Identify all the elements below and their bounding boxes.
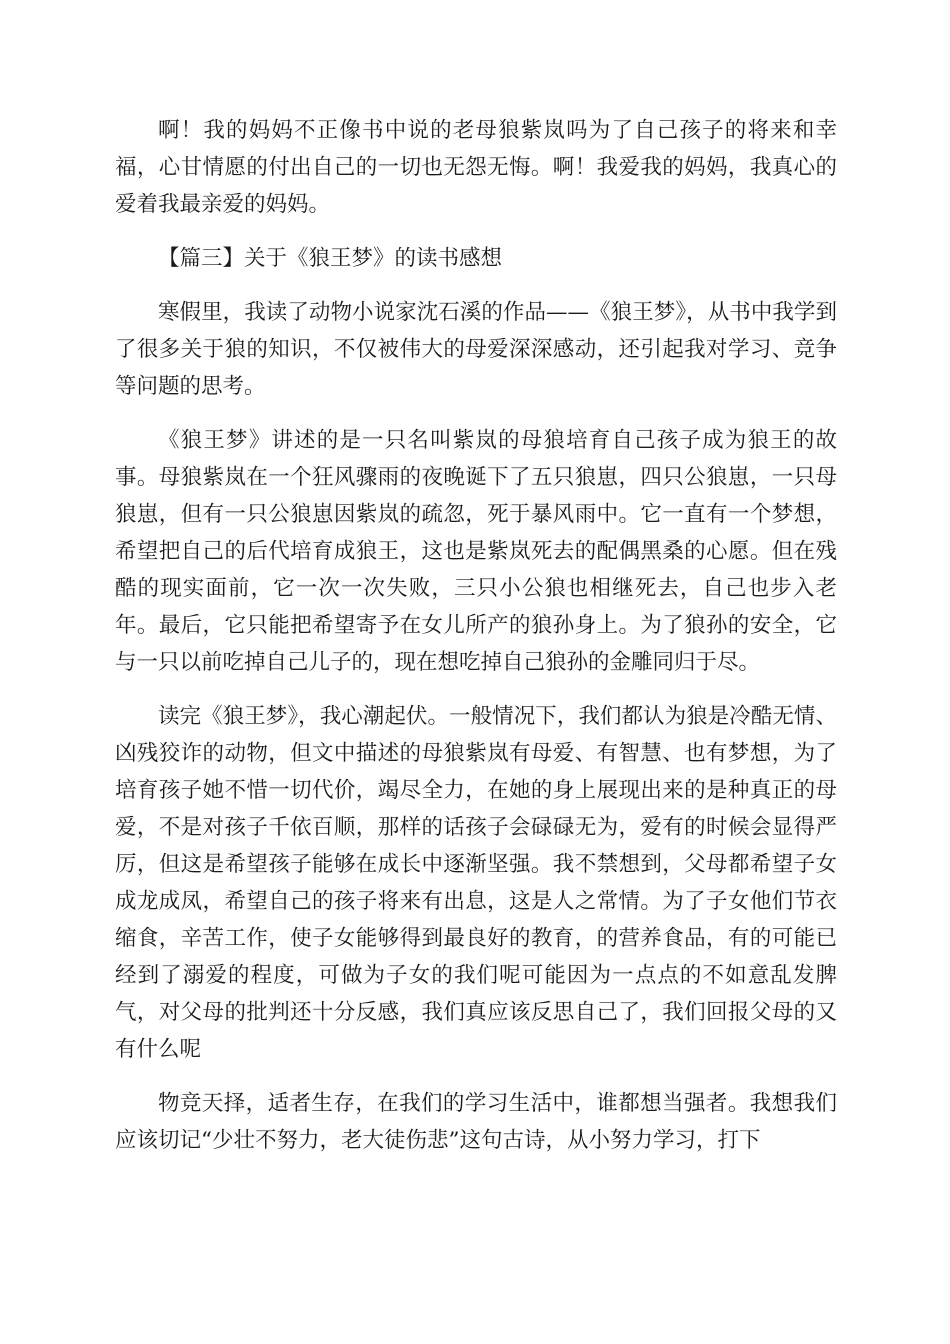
paragraph-story-summary: 《狼王梦》讲述的是一只名叫紫岚的母狼培育自己孩子成为狼王的故事。母狼紫岚在一个狂风骤雨的夜晚诞下了五只狼崽，四只公狼崽，一只母狼崽，但有一只公狼崽因紫岚的疏忽，死于暴风雨中。它一直有一个梦想，希望把自己的后代培育成狼王，这也是紫岚死去的配偶黑桑的心愿。但在残酷的现实面前，它一次一次失败，三只小公狼也相继死去，自己也步入老年。最后，它只能把希望寄予在女儿所产的狼孙身上。为了狼孙的安全，它与一只以前吃掉自己儿子的，现在想吃掉自己狼孙的金雕同归于尽。: [115, 428, 837, 675]
section-heading: 【篇三】关于《狼王梦》的读书感想: [158, 246, 503, 271]
paragraph-survival: 物竞天择，适者生存，在我们的学习生活中，谁都想当强者。我想我们应该切记“少壮不努力，老大徒伤悲”这句古诗，从小努力学习，打下: [115, 1091, 837, 1153]
paragraph-intro: 寒假里，我读了动物小说家沈石溪的作品——《狼王梦》，从书中我学到了很多关于狼的知识，不仅被伟大的母爱深深感动，还引起我对学习、竞争等问题的思考。: [115, 300, 837, 399]
document-body: [115, 112, 837, 1176]
paragraph-mother-love: 啊！我的妈妈不正像书中说的老母狼紫岚吗为了自己孩子的将来和幸福，心甘情愿的付出自己的一切也无怨无悔。啊！我爱我的妈妈，我真心的爱着我最亲爱的妈妈。: [115, 118, 837, 217]
paragraph-reflection: 读完《狼王梦》，我心潮起伏。一般情况下，我们都认为狼是冷酷无情、凶残狡诈的动物，但文中描述的母狼紫岚有母爱、有智慧、也有梦想，为了培育孩子她不惜一切代价，竭尽全力，在她的身上展现出来的是种真正的母爱，不是对孩子千依百顺，那样的话孩子会碌碌无为，爱有的时候会显得严厉，但这是希望孩子能够在成长中逐渐坚强。我不禁想到，父母都希望子女成龙成凤，希望自己的孩子将来有出息，这是人之常情。为了子女他们节衣缩食，辛苦工作，使子女能够得到最良好的教育，的营养食品，有的可能已经到了溺爱的程度，可做为子女的我们呢可能因为一点点的不如意乱发脾气，对父母的批判还十分反感，我们真应该反思自己了，我们回报父母的又有什么呢: [115, 704, 837, 1062]
